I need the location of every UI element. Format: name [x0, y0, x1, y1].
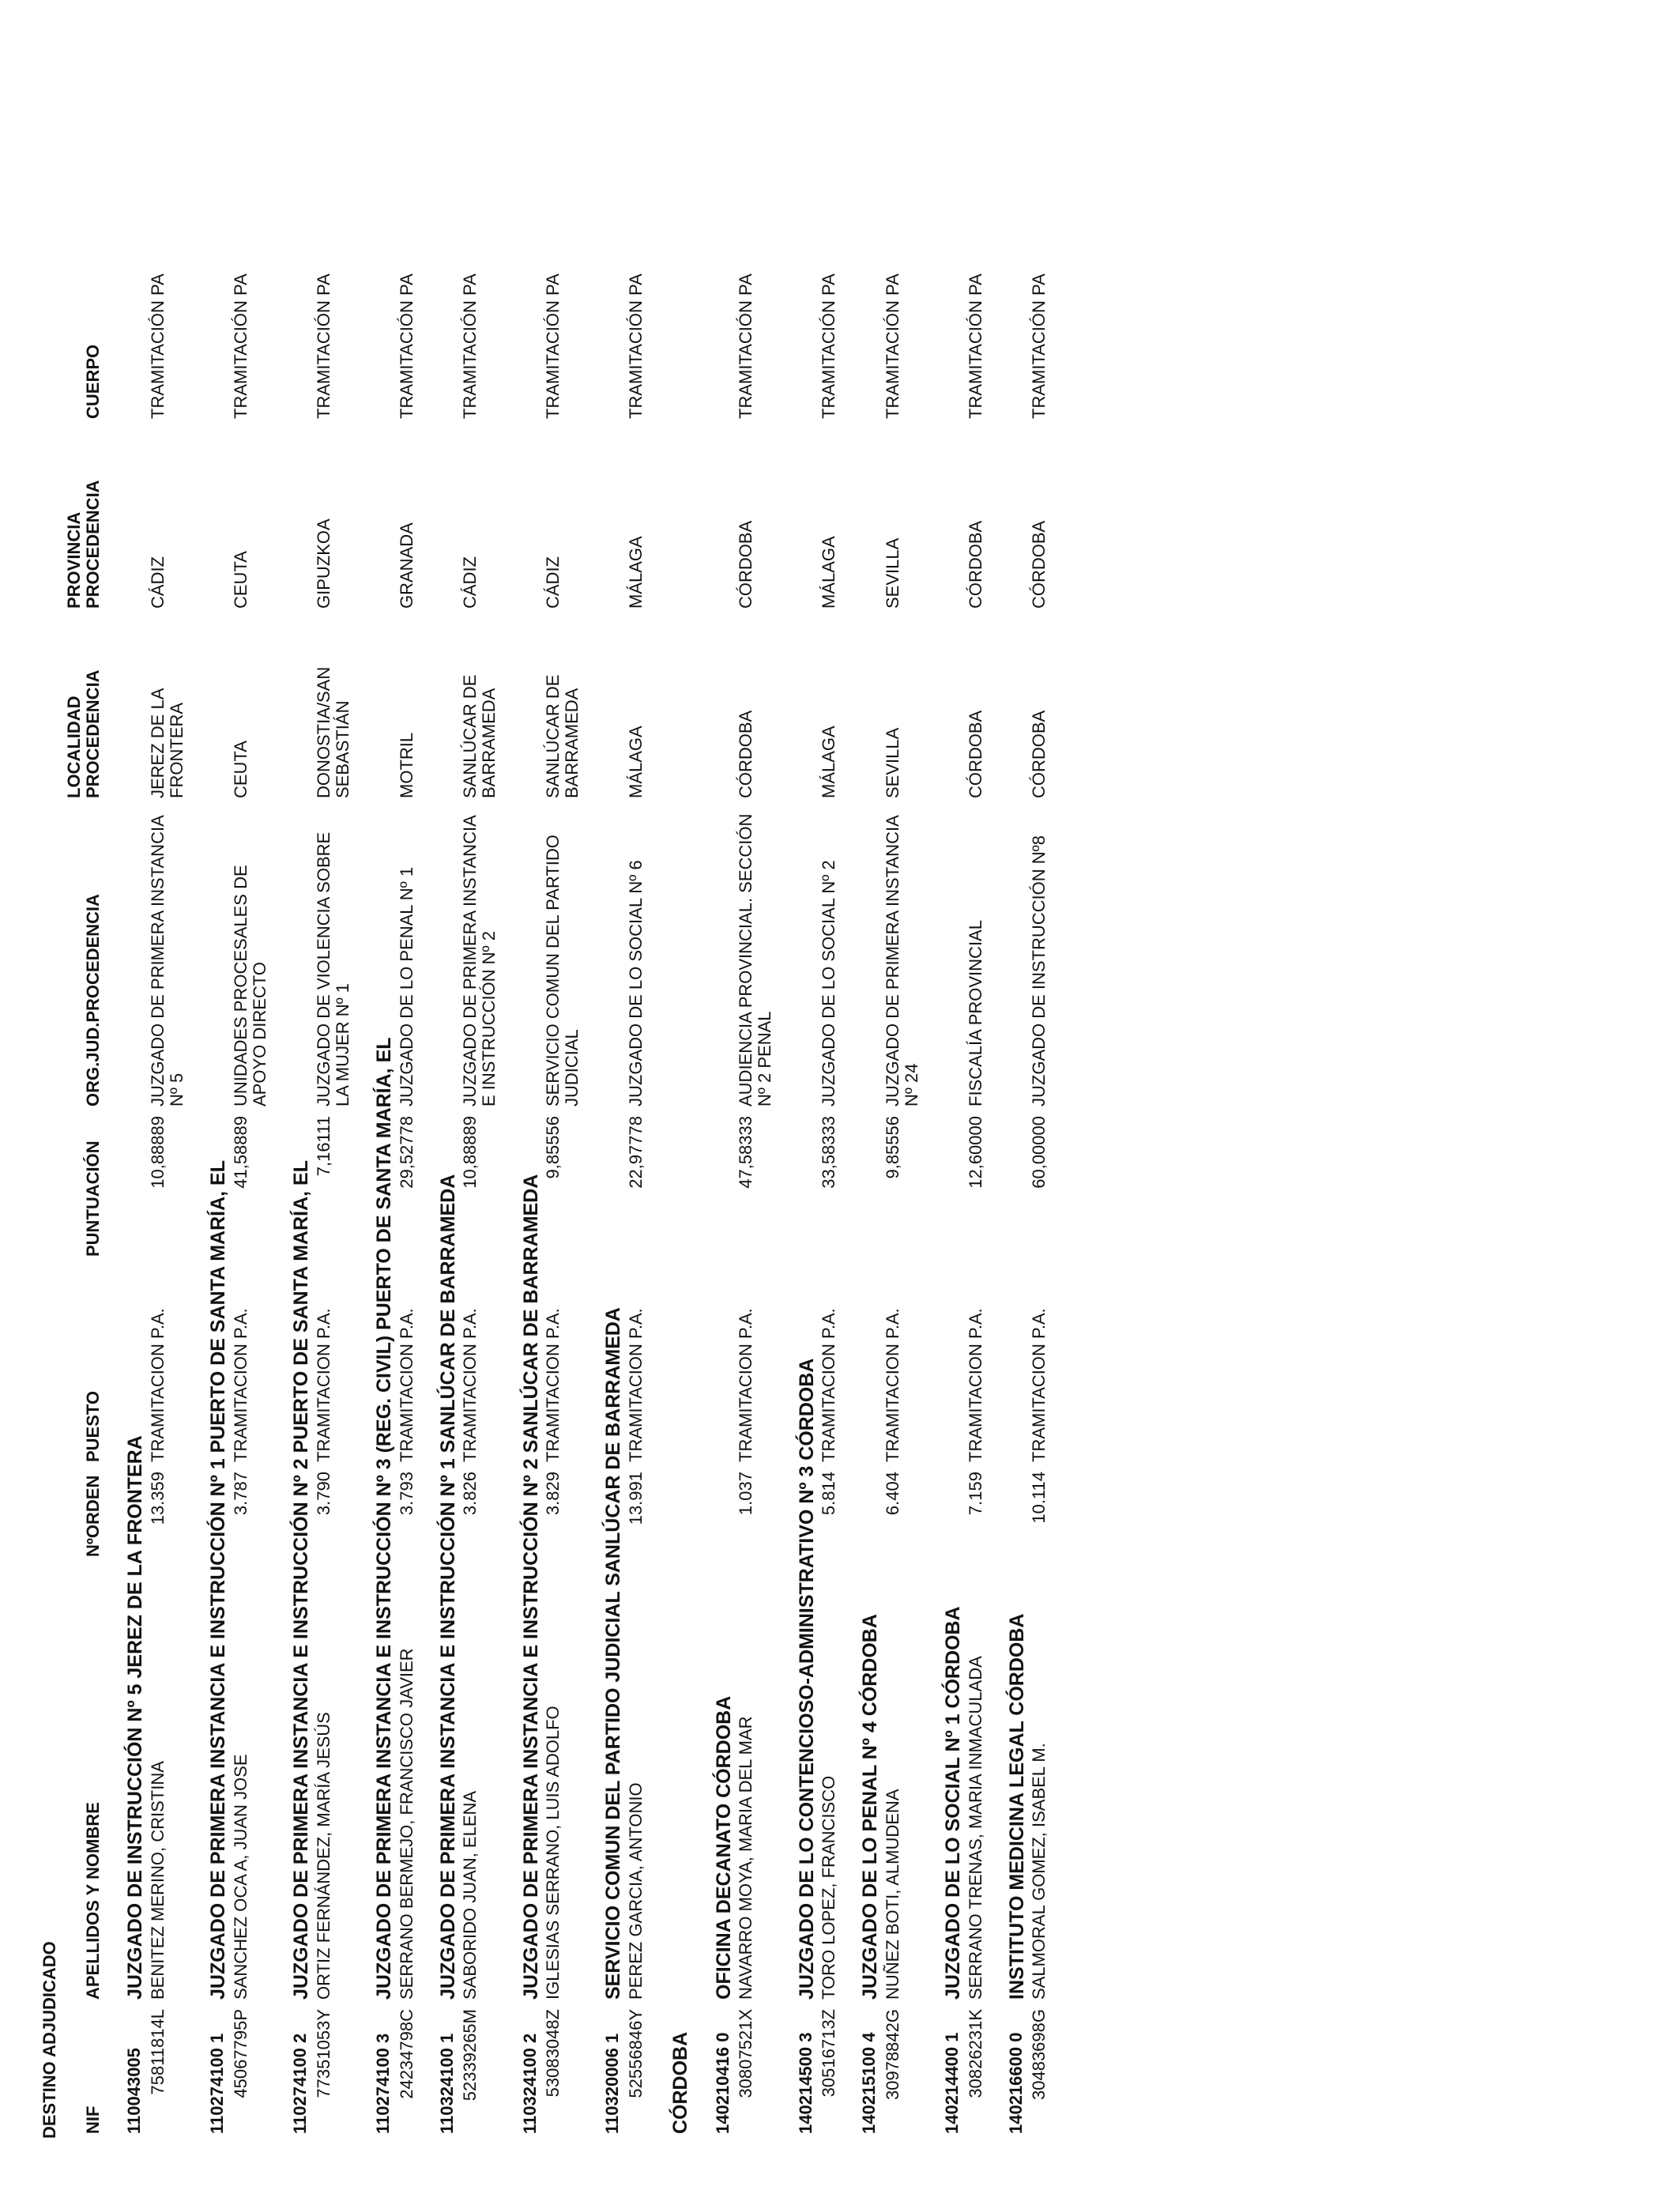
localidad-procedencia: MÁLAGA [819, 726, 838, 798]
destino-header: DESTINO ADJUDICADO [40, 1941, 59, 2139]
province-row [646, 68, 693, 2139]
destino-code: 110043005 [124, 2048, 145, 2134]
cuerpo: TRAMITACIÓN PA [460, 273, 480, 419]
nif: 30978842G [882, 2009, 902, 2100]
col-apellidos: APELLIDOS Y NOMBRE [83, 1802, 104, 2000]
apellidos-nombre: PEREZ GARCIA, ANTONIO [625, 1782, 646, 2000]
destino-name: JUZGADO DE PRIMERA INSTANCIA E INSTRUCCIÓN Nº 1 SANLÚCAR DE BARRAMEDA [436, 1174, 459, 2000]
puesto: TRAMITACION P.A. [460, 1308, 480, 1462]
destino-code: 110320006 1 [602, 2033, 623, 2134]
provincia-procedencia: MÁLAGA [819, 536, 838, 609]
destino-row [270, 68, 314, 2139]
localidad-procedencia: MOTRIL [396, 732, 416, 798]
norden: 5.814 [819, 1472, 838, 1516]
provincia-procedencia: MÁLAGA [625, 536, 646, 609]
cuerpo: TRAMITACIÓN PA [736, 273, 756, 419]
apellidos-nombre: NAVARRO MOYA, MARIA DEL MAR [736, 1716, 756, 2000]
puesto: TRAMITACION P.A. [543, 1308, 563, 1462]
puesto: TRAMITACION P.A. [819, 1308, 838, 1462]
apellidos-nombre: IGLESIAS SERRANO, LUIS ADOLFO [543, 1706, 563, 2000]
destino-row [776, 68, 819, 2139]
org-procedencia: FISCALÍA PROVINCIAL [965, 920, 985, 1106]
destino-code: 140215100 4 [859, 2032, 880, 2134]
destino-row [187, 68, 231, 2139]
table-row [148, 68, 187, 2139]
provincia-procedencia: CÁDIZ [460, 556, 480, 609]
destino-row [582, 68, 626, 2139]
puntuacion: 47,58333 [736, 1116, 756, 1189]
nif: 30483698G [1029, 2009, 1049, 2100]
org-procedencia: AUDIENCIA PROVINCIAL. SECCIÓN Nº 2 PENAL [736, 813, 775, 1106]
nif: 52556846Y [625, 2009, 646, 2098]
destino-code: 140214400 1 [942, 2032, 962, 2134]
provincia-procedencia: GRANADA [396, 522, 416, 609]
puntuacion: 9,85556 [882, 1116, 902, 1179]
localidad-procedencia: MÁLAGA [625, 726, 646, 798]
nif: 24234798C [396, 2009, 416, 2099]
cuerpo: TRAMITACIÓN PA [819, 273, 838, 419]
cuerpo: TRAMITACIÓN PA [882, 273, 902, 419]
col-org: ORG.JUD.PROCEDENCIA [83, 894, 104, 1106]
localidad-procedencia: CÓRDOBA [1029, 710, 1049, 798]
destino-name: OFICINA DECANATO CÓRDOBA [712, 1695, 735, 2000]
destino-code: 110324100 1 [436, 2033, 457, 2134]
cuerpo: TRAMITACIÓN PA [313, 273, 333, 419]
norden: 13.359 [147, 1472, 168, 1525]
nif: 45067795P [230, 2009, 250, 2098]
puntuacion: 29,52778 [396, 1116, 416, 1189]
destino-row [839, 68, 883, 2139]
destino-name: JUZGADO DE LO SOCIAL Nº 1 CÓRDOBA [942, 1606, 965, 2000]
table-row [966, 68, 986, 2139]
apellidos-nombre: ORTIZ FERNÁNDEZ, MARÍA JESÚS [313, 1712, 333, 2000]
table-row [736, 68, 775, 2139]
puesto: TRAMITACION P.A. [313, 1308, 333, 1462]
puesto: TRAMITACION P.A. [736, 1308, 756, 1462]
puntuacion: 10,88889 [147, 1116, 168, 1189]
destino-row [986, 68, 1030, 2139]
table-row [460, 68, 499, 2139]
nif: 75811814L [147, 2009, 168, 2095]
org-procedencia: JUZGADO DE VIOLENCIA SOBRE LA MUJER Nº 1 [313, 831, 352, 1106]
puntuacion: 7,16111 [313, 1116, 333, 1177]
destino-row [104, 68, 148, 2139]
col-puesto: PUESTO [83, 1390, 104, 1462]
provincia-procedencia: CÓRDOBA [736, 520, 756, 609]
destino-name: SERVICIO COMUN DEL PARTIDO JUDICIAL SANLÚCAR DE BARRAMEDA [602, 1307, 625, 2000]
puntuacion: 41,58889 [230, 1116, 250, 1189]
destino-code: 110274100 1 [207, 2033, 228, 2134]
provincia-procedencia: CÓRDOBA [1029, 520, 1049, 609]
localidad-procedencia: DONOSTIA/SAN SEBASTIÁN [313, 666, 352, 798]
norden: 1.037 [736, 1472, 756, 1516]
nif: 30807521X [736, 2009, 756, 2098]
destino-row [353, 68, 397, 2139]
nif: 30826231K [965, 2009, 985, 2098]
col-cuerpo: CUERPO [83, 344, 104, 419]
puesto: TRAMITACION P.A. [625, 1308, 646, 1462]
cuerpo: TRAMITACIÓN PA [1029, 273, 1049, 419]
puntuacion: 33,58333 [819, 1116, 838, 1189]
apellidos-nombre: SANCHEZ OCA A, JUAN JOSE [230, 1754, 250, 2000]
table-row [819, 68, 839, 2139]
col-puntuacion: PUNTUACIÓN [83, 1140, 104, 1257]
norden: 6.404 [882, 1472, 902, 1516]
destino-code: 110274100 2 [290, 2033, 311, 2134]
apellidos-nombre: NUÑEZ BOTI, ALMUDENA [882, 1789, 902, 2000]
destino-row [922, 68, 966, 2139]
destino-name: JUZGADO DE PRIMERA INSTANCIA E INSTRUCCIÓN Nº 3 (REG. CIVIL) PUERTO DE SANTA MARÍA, EL [373, 1037, 395, 2000]
destino-name: JUZGADO DE PRIMERA INSTANCIA E INSTRUCCIÓN Nº 1 PUERTO DE SANTA MARÍA, EL [207, 1160, 230, 2000]
nif: 53083048Z [543, 2009, 563, 2098]
destino-name: JUZGADO DE PRIMERA INSTANCIA E INSTRUCCIÓN Nº 2 SANLÚCAR DE BARRAMEDA [519, 1174, 542, 2000]
col-provincia: PROVINCIA PROCEDENCIA [64, 480, 104, 609]
org-procedencia: JUZGADO DE PRIMERA INSTANCIA Nº 24 [882, 816, 921, 1106]
norden: 3.787 [230, 1472, 250, 1516]
norden: 13.991 [625, 1472, 646, 1525]
destino-code: 140214500 3 [795, 2032, 816, 2134]
destino-name: JUZGADO DE LO PENAL Nº 4 CÓRDOBA [859, 1614, 882, 2000]
destino-code: 140210416 0 [712, 2032, 733, 2134]
provincia-procedencia: GIPUZKOA [313, 518, 333, 609]
adjudication-table [63, 68, 1049, 2139]
table-row [397, 68, 417, 2139]
col-localidad: LOCALIDAD PROCEDENCIA [64, 669, 104, 798]
provincia-procedencia: CÁDIZ [147, 556, 168, 609]
localidad-procedencia: CEUTA [230, 741, 250, 798]
provincia-procedencia: CÓRDOBA [965, 520, 985, 609]
norden: 3.826 [460, 1472, 480, 1516]
puesto: TRAMITACION P.A. [882, 1308, 902, 1462]
nif: 77351053Y [313, 2009, 333, 2098]
table-row [883, 68, 922, 2139]
puesto: TRAMITACION P.A. [396, 1308, 416, 1462]
org-procedencia: JUZGADO DE LO PENAL Nº 1 [396, 866, 416, 1106]
localidad-procedencia: SANLÚCAR DE BARRAMEDA [460, 674, 499, 798]
cuerpo: TRAMITACIÓN PA [543, 273, 563, 419]
province-label: CÓRDOBA [669, 2031, 692, 2134]
puesto: TRAMITACION P.A. [965, 1308, 985, 1462]
org-procedencia: JUZGADO DE LO SOCIAL Nº 2 [819, 860, 838, 1106]
apellidos-nombre: BENITEZ MERINO, CRISTINA [147, 1761, 168, 2000]
org-procedencia: JUZGADO DE PRIMERA INSTANCIA Nº 5 [147, 816, 187, 1106]
table-row [231, 68, 270, 2139]
org-procedencia: JUZGADO DE LO SOCIAL Nº 6 [625, 860, 646, 1106]
org-procedencia: UNIDADES PROCESALES DE APOYO DIRECTO [230, 865, 269, 1106]
destino-code: 110324100 2 [519, 2033, 540, 2134]
nif: 52339265M [460, 2009, 480, 2102]
destino-name: JUZGADO DE INSTRUCCIÓN Nº 5 JEREZ DE LA FRONTERA [124, 1435, 147, 2000]
norden: 3.790 [313, 1472, 333, 1516]
localidad-procedencia: CÓRDOBA [965, 710, 985, 798]
puesto: TRAMITACION P.A. [1029, 1308, 1049, 1462]
norden: 3.793 [396, 1472, 416, 1516]
table-row [314, 68, 353, 2139]
norden: 10.114 [1029, 1472, 1049, 1524]
norden: 3.829 [543, 1472, 563, 1516]
destino-row [417, 68, 461, 2139]
apellidos-nombre: SERRANO BERMEJO, FRANCISCO JAVIER [396, 1648, 416, 2000]
puntuacion: 22,97778 [625, 1116, 646, 1189]
org-procedencia: SERVICIO COMUN DEL PARTIDO JUDICIAL [543, 835, 582, 1106]
col-norden: NºORDEN [83, 1475, 104, 1557]
destino-name: JUZGADO DE LO CONTENCIOSO-ADMINISTRATIVO Nº 3 CÓRDOBA [795, 1358, 818, 2000]
org-procedencia: JUZGADO DE INSTRUCCIÓN Nº8 [1029, 835, 1049, 1106]
localidad-procedencia: SANLÚCAR DE BARRAMEDA [543, 674, 582, 798]
provincia-procedencia: SEVILLA [882, 537, 902, 609]
table-row [626, 68, 646, 2139]
cuerpo: TRAMITACIÓN PA [147, 273, 168, 419]
table-row [1029, 68, 1049, 2139]
apellidos-nombre: SABORIDO JUAN, ELENA [460, 1790, 480, 2000]
cuerpo: TRAMITACIÓN PA [965, 273, 985, 419]
destino-name: JUZGADO DE PRIMERA INSTANCIA E INSTRUCCIÓN Nº 2 PUERTO DE SANTA MARÍA, EL [290, 1160, 313, 2000]
norden: 7.159 [965, 1472, 985, 1516]
table-row [543, 68, 582, 2139]
puntuacion: 60,00000 [1029, 1116, 1049, 1189]
cuerpo: TRAMITACIÓN PA [625, 273, 646, 419]
destino-row [693, 68, 736, 2139]
localidad-procedencia: CÓRDOBA [736, 710, 756, 798]
cuerpo: TRAMITACIÓN PA [230, 273, 250, 419]
localidad-procedencia: JEREZ DE LA FRONTERA [147, 688, 187, 798]
apellidos-nombre: SERRANO TRENAS, MARIA INMACULADA [965, 1656, 985, 2000]
apellidos-nombre: SALMORAL GOMEZ, ISABEL M. [1029, 1743, 1049, 2000]
provincia-procedencia: CÁDIZ [543, 556, 563, 609]
puesto: TRAMITACION P.A. [147, 1308, 168, 1462]
apellidos-nombre: TORO LOPEZ, FRANCISCO [819, 1775, 838, 2000]
puntuacion: 10,88889 [460, 1116, 480, 1189]
cuerpo: TRAMITACIÓN PA [396, 273, 416, 419]
localidad-procedencia: SEVILLA [882, 727, 902, 798]
provincia-procedencia: CEUTA [230, 551, 250, 609]
puntuacion: 12,60000 [965, 1116, 985, 1189]
puesto: TRAMITACION P.A. [230, 1308, 250, 1462]
destino-code: 110274100 3 [373, 2033, 393, 2134]
org-procedencia: JUZGADO DE PRIMERA INSTANCIA E INSTRUCCIÓN Nº 2 [460, 816, 499, 1106]
col-nif: NIF [83, 2105, 104, 2134]
column-headers [63, 68, 104, 2139]
destino-name: INSTITUTO MEDICINA LEGAL CÓRDOBA [1005, 1613, 1028, 2000]
destino-row [500, 68, 544, 2139]
destino-code: 140216600 0 [1005, 2032, 1026, 2134]
puntuacion: 9,85556 [543, 1116, 563, 1179]
nif: 30516713Z [819, 2009, 838, 2098]
